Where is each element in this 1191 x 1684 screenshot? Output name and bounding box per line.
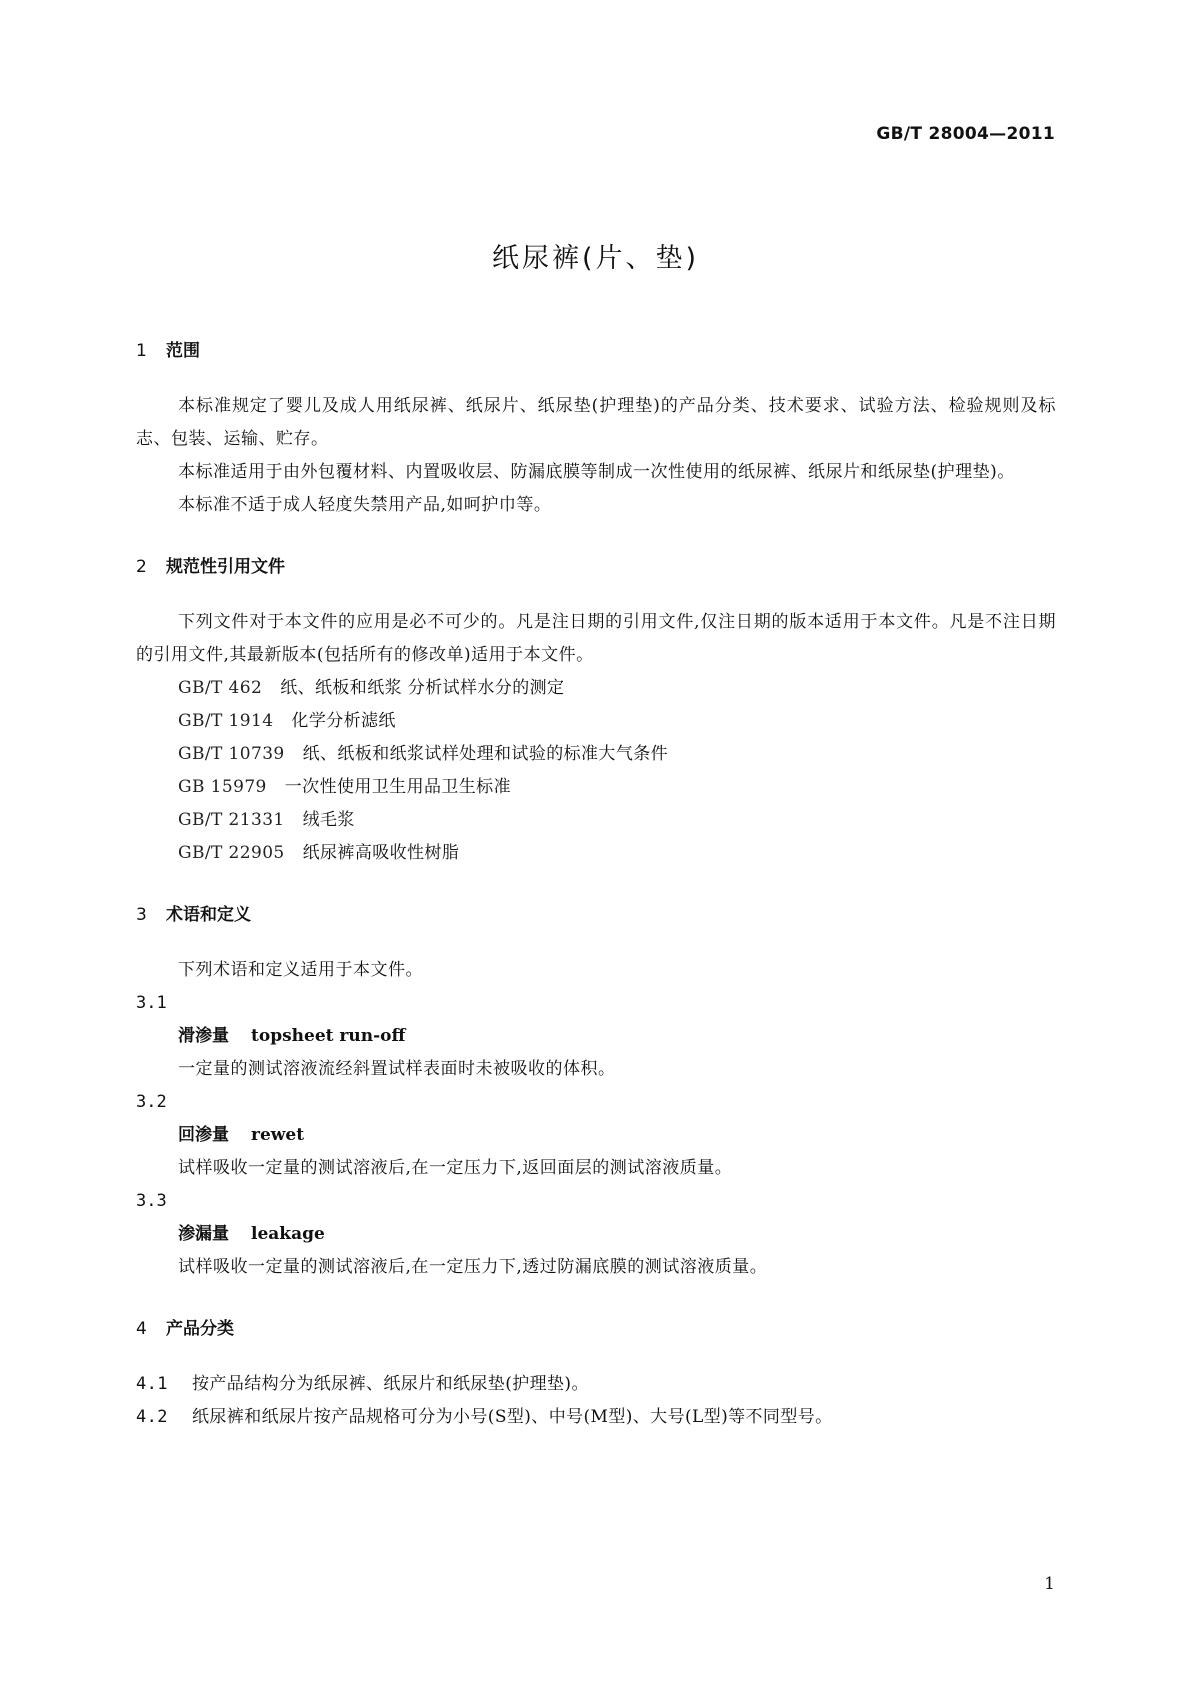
reference-item [136, 771, 1056, 804]
section-4-heading [136, 1314, 1056, 1344]
section-title: 范围 [166, 341, 200, 361]
reference-title: 纸、纸板和纸浆 分析试样水分的测定 [280, 678, 565, 698]
document-body [136, 336, 1056, 1434]
section-number: 3 [136, 905, 147, 925]
term-english: rewet [251, 1125, 305, 1145]
term-definition: 试样吸收一定量的测试溶液后,在一定压力下,透过防漏底膜的测试溶液质量。 [178, 1257, 768, 1277]
paragraph: 本标准适用于由外包覆材料、内置吸收层、防漏底膜等制成一次性使用的纸尿裤、纸尿片和纸尿垫(护理垫)。 [178, 462, 1015, 482]
reference-title: 纸尿裤高吸收性树脂 [302, 843, 460, 863]
reference-code: GB/T 21331 [178, 810, 285, 830]
document-title: 纸尿裤(片、垫) [491, 243, 700, 274]
section-title: 规范性引用文件 [166, 557, 285, 577]
section-number: 4 [136, 1319, 147, 1339]
reference-code: GB/T 10739 [178, 744, 285, 764]
term-number: 3.2 [136, 1092, 167, 1112]
reference-title: 绒毛浆 [302, 810, 355, 830]
clause-text: 按产品结构分为纸尿裤、纸尿片和纸尿垫(护理垫)。 [192, 1374, 589, 1394]
paragraph: 本标准规定了婴儿及成人用纸尿裤、纸尿片、纸尿垫(护理垫)的产品分类、技术要求、试验方法、检验规则及标志、包装、运输、贮存。 [136, 396, 1056, 449]
clause-number: 4.2 [136, 1407, 168, 1427]
term-number: 3.3 [136, 1191, 167, 1211]
section-title: 术语和定义 [166, 905, 251, 925]
term-heading [136, 1020, 1056, 1053]
term-definition: 试样吸收一定量的测试溶液后,在一定压力下,返回面层的测试溶液质量。 [178, 1158, 733, 1178]
reference-title: 化学分析滤纸 [291, 711, 396, 731]
section-2-heading [136, 552, 1056, 582]
reference-code: GB/T 22905 [178, 843, 285, 863]
reference-title: 一次性使用卫生用品卫生标准 [284, 777, 511, 797]
section-title: 产品分类 [166, 1319, 234, 1339]
clause-number: 4.1 [136, 1374, 168, 1394]
term-chinese: 渗漏量 [178, 1224, 229, 1244]
reference-title: 纸、纸板和纸浆试样处理和试验的标准大气条件 [302, 744, 669, 764]
clause-text: 纸尿裤和纸尿片按产品规格可分为小号(S型)、中号(M型)、大号(L型)等不同型号。 [192, 1407, 833, 1427]
reference-item [136, 738, 1056, 771]
term-english: leakage [251, 1224, 325, 1244]
reference-code: GB 15979 [178, 777, 267, 797]
reference-item [136, 672, 1056, 705]
reference-code: GB/T 1914 [178, 711, 274, 731]
term-number: 3.1 [136, 993, 167, 1013]
paragraph: 下列术语和定义适用于本文件。 [178, 960, 423, 980]
term-heading [136, 1218, 1056, 1251]
term-english: topsheet run-off [251, 1026, 406, 1046]
reference-item [136, 705, 1056, 738]
reference-code: GB/T 462 [178, 678, 263, 698]
clause-item [136, 1401, 1056, 1434]
page-number: 1 [1044, 1574, 1055, 1594]
reference-item [136, 804, 1056, 837]
paragraph: 本标准不适于成人轻度失禁用产品,如呵护巾等。 [178, 495, 552, 515]
standard-code: GB/T 28004—2011 [876, 124, 1055, 144]
section-3-heading [136, 900, 1056, 930]
term-chinese: 回渗量 [178, 1125, 229, 1145]
clause-item [136, 1368, 1056, 1401]
section-number: 2 [136, 557, 147, 577]
reference-item [136, 837, 1056, 870]
section-number: 1 [136, 341, 147, 361]
section-1-heading [136, 336, 1056, 366]
term-chinese: 滑渗量 [178, 1026, 229, 1046]
term-definition: 一定量的测试溶液流经斜置试样表面时未被吸收的体积。 [178, 1059, 616, 1079]
paragraph: 下列文件对于本文件的应用是必不可少的。凡是注日期的引用文件,仅注日期的版本适用于本文件。凡是不注日期的引用文件,其最新版本(包括所有的修改单)适用于本文件。 [136, 612, 1056, 665]
term-heading [136, 1119, 1056, 1152]
